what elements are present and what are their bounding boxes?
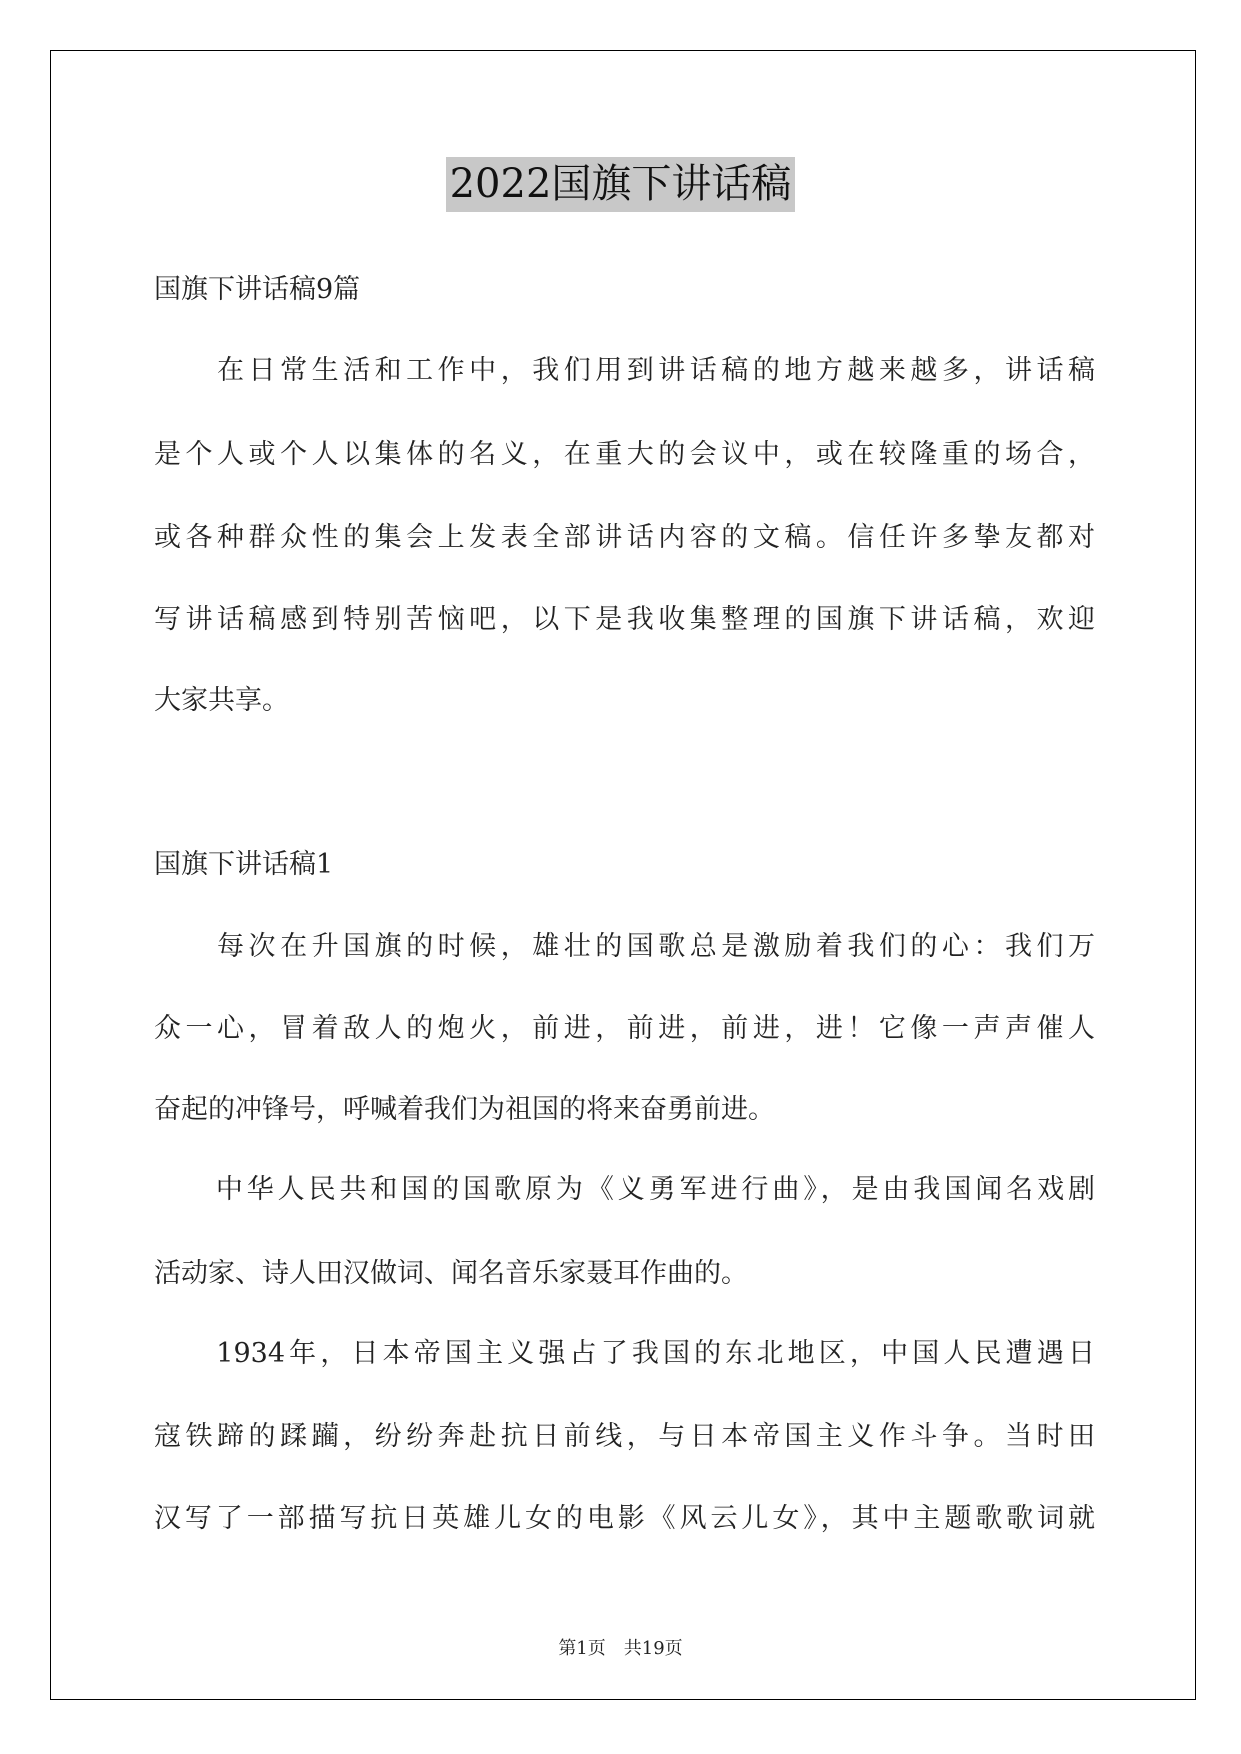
paragraph-line: 汉写了一部描写抗日英雄儿女的电影《风云儿女》，其中主题歌歌词就 [154,1503,1095,1534]
page-footer: 第1页 共19页 [558,1638,683,1659]
intro-line: 或各种群众性的集会上发表全部讲话内容的文稿。信任许多挚友都对 [154,522,1095,553]
intro-line: 写讲话稿感到特别苦恼吧，以下是我收集整理的国旗下讲话稿，欢迎 [154,604,1095,635]
paragraph-line: 每次在升国旗的时候，雄壮的国歌总是激励着我们的心：我们万 [154,931,1095,962]
paragraph-line: 活动家、诗人田汉做词、闻名音乐家聂耳作曲的。 [154,1258,748,1289]
document-title: 2022国旗下讲话稿 [446,157,796,212]
paragraph-line: 寇铁蹄的蹂躏，纷纷奔赴抗日前线，与日本帝国主义作斗争。当时田 [154,1421,1095,1452]
intro-line: 在日常生活和工作中，我们用到讲话稿的地方越来越多，讲话稿 [154,355,1095,386]
paragraph-line: 奋起的冲锋号，呼喊着我们为祖国的将来奋勇前进。 [154,1094,775,1125]
intro-line: 大家共享。 [154,685,289,716]
intro-line: 是个人或个人以集体的名义，在重大的会议中，或在较隆重的场合， [154,439,1095,470]
document-subtitle: 国旗下讲话稿9篇 [154,274,361,305]
title-container [0,157,1241,212]
section-heading: 国旗下讲话稿1 [154,849,334,880]
paragraph-line: 中华人民共和国的国歌原为《义勇军进行曲》，是由我国闻名戏剧 [154,1174,1095,1205]
paragraph-line: 1934年，日本帝国主义强占了我国的东北地区，中国人民遭遇日 [154,1338,1095,1369]
paragraph-line: 众一心，冒着敌人的炮火，前进，前进，前进，进！它像一声声催人 [154,1013,1095,1044]
